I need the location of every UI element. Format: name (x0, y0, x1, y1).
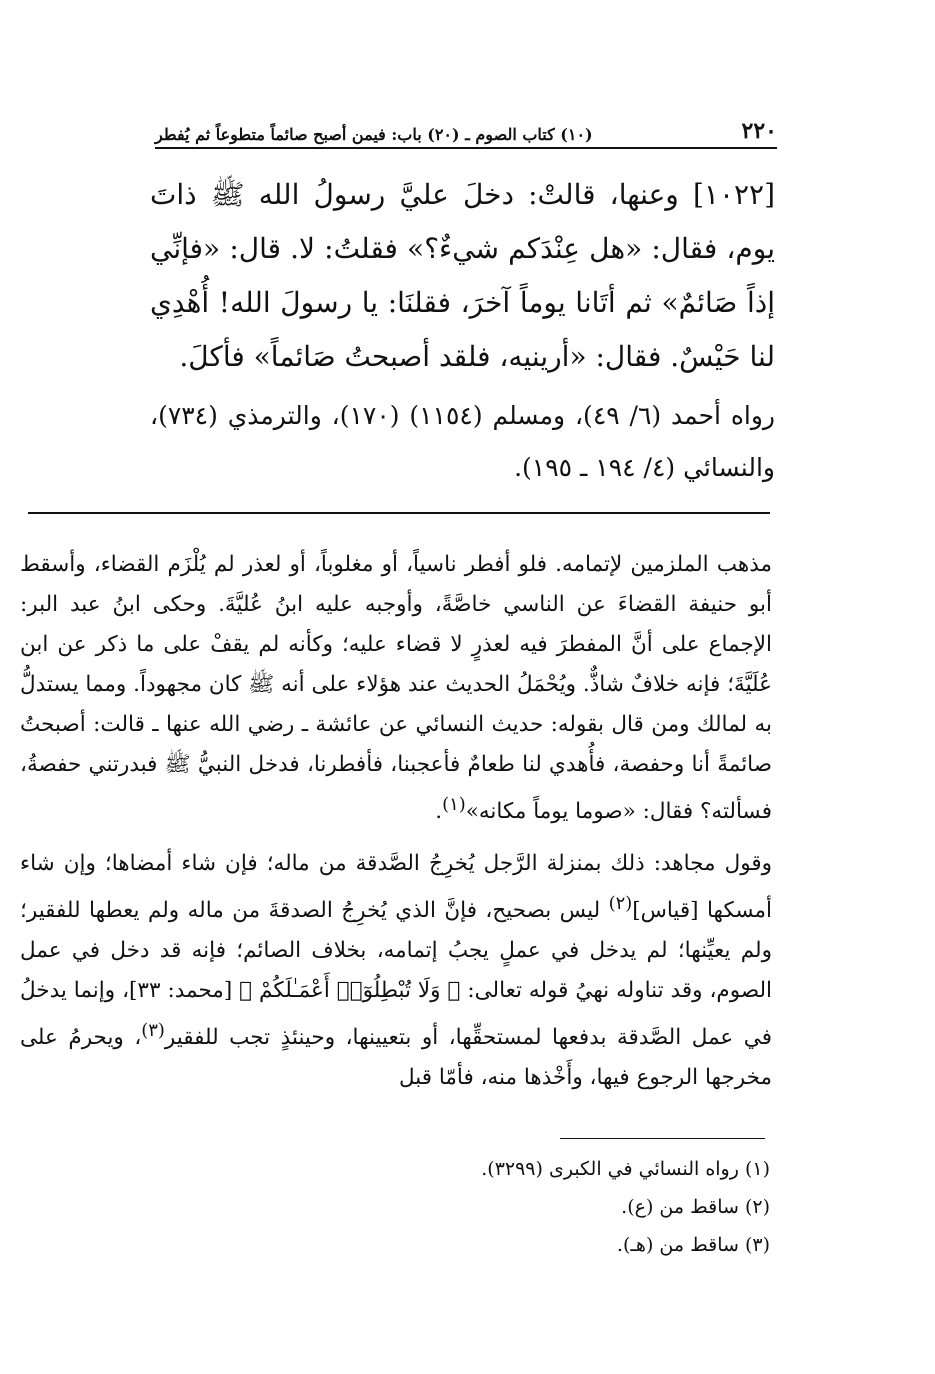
commentary (20, 545, 772, 1110)
footnote: (٢) ساقط من (ع). (621, 1196, 770, 1218)
commentary-text: مذهب الملزمين لإتمامه. فلو أفطر ناسياً، أو مغلوباً، أو لعذر لم يُلْزَم القضاء، وأسقط أبو حنيفة القضاءَ عن الناسي خاصَّةً، وأوجبه عليه ابنُ عُليَّةَ. وحكى ابنُ عبد البر: الإجماع على أنَّ المفطرَ فيه لعذرٍ لا قضاء عليه؛ وكأنه لم يقفْ على ما ذكر عن ابن عُلَيَّةَ؛ فإنه خلافٌ شاذٌّ. ويُحْمَلُ الحديث عند هؤلاء على أنه ﷺ كان مجهوداً. ومما يستدلُّ به لمالك ومن قال بقوله: حديث النسائي عن عائشة ـ رضي الله عنها ـ قالت: أصبحتُ صائمةً أنا وحفصة، فأُهدي لنا طعامٌ فأعجبنا، فأفطرنا، فدخل النبيُّ ﷺ فبدرتني حفصةُ، فسألته؟ فقال: «صوما يوماً مكانه» (20, 552, 772, 825)
footnote-marker: (٣) (141, 1020, 165, 1042)
footnote-divider (560, 1138, 765, 1139)
footnote: (١) رواه النسائي في الكبرى (٣٢٩٩). (481, 1158, 770, 1180)
footnotes (400, 1150, 770, 1264)
hadith-block (150, 168, 775, 384)
commentary-paragraph (20, 844, 772, 1098)
footnote: (٣) ساقط من (هـ). (616, 1234, 770, 1256)
page-header (155, 108, 777, 149)
running-title: (١٠) كتاب الصوم ـ (٢٠) باب: فيمن أصبح صائماً متطوعاً ثم يُفطر (155, 125, 593, 144)
hadith-source: رواه أحمد (٦/ ٤٩)، ومسلم (١١٥٤) (١٧٠)، والترمذي (٧٣٤)، والنسائي (٤/ ١٩٤ ـ ١٩٥). (150, 401, 776, 482)
commentary-text: . (435, 799, 443, 825)
hadith-text: [١٠٢٢] وعنها، قالتْ: دخلَ عليَّ رسولُ الله ﷺ ذاتَ يوم، فقال: «هل عِنْدَكم شيءٌ؟» فقلتُ: لا. قال: «فإنِّي إذاً صَائمٌ» ثم أتَانا يوماً آخرَ، فقلنَا: يا رسولَ الله! أُهْدِي لنا حَيْسٌ. فقال: «أرينيه، فلقد أصبحتُ صَائماً» فأكلَ. (150, 178, 775, 373)
commentary-text: ، ويحرمُ على مخرجها الرجوع فيها، وأَخْذها منه، فأمّا قبل (20, 1025, 772, 1091)
page-number: ٢٢٠ (741, 118, 777, 144)
footnote-marker: (١) (442, 794, 466, 815)
commentary-text: وقول مجاهد: ذلك بمنزلة الرَّجل يُخرِجُ الصَّدقة من ماله؛ فإن شاء أمضاها؛ وإن شاء أمسكها [قياس] (20, 851, 772, 924)
footnote-marker: (٢) (608, 893, 633, 915)
section-divider (28, 512, 770, 514)
commentary-text: ليس بصحيح، فإنَّ الذي يُخرِجُ الصدقةَ من ماله ولم يعطها للفقير؛ ولم يعيِّنها؛ لم يدخل في عملٍ يجبُ إتمامه، بخلاف الصائم؛ فإنه قد دخل في عمل الصوم، وقد تناوله نهيُ قوله تعالى: ﴿ وَلَا تُبْطِلُوٓا۟ أَعْمَـٰلَكُمْ ﴾ [محمد: ٣٣]، وإنما يدخلُ في عمل الصَّدقة بدفعها لمستحقِّها، أو بتعيينها، وحينئذٍ تجب للفقير (20, 898, 772, 1051)
commentary-paragraph (20, 545, 772, 832)
